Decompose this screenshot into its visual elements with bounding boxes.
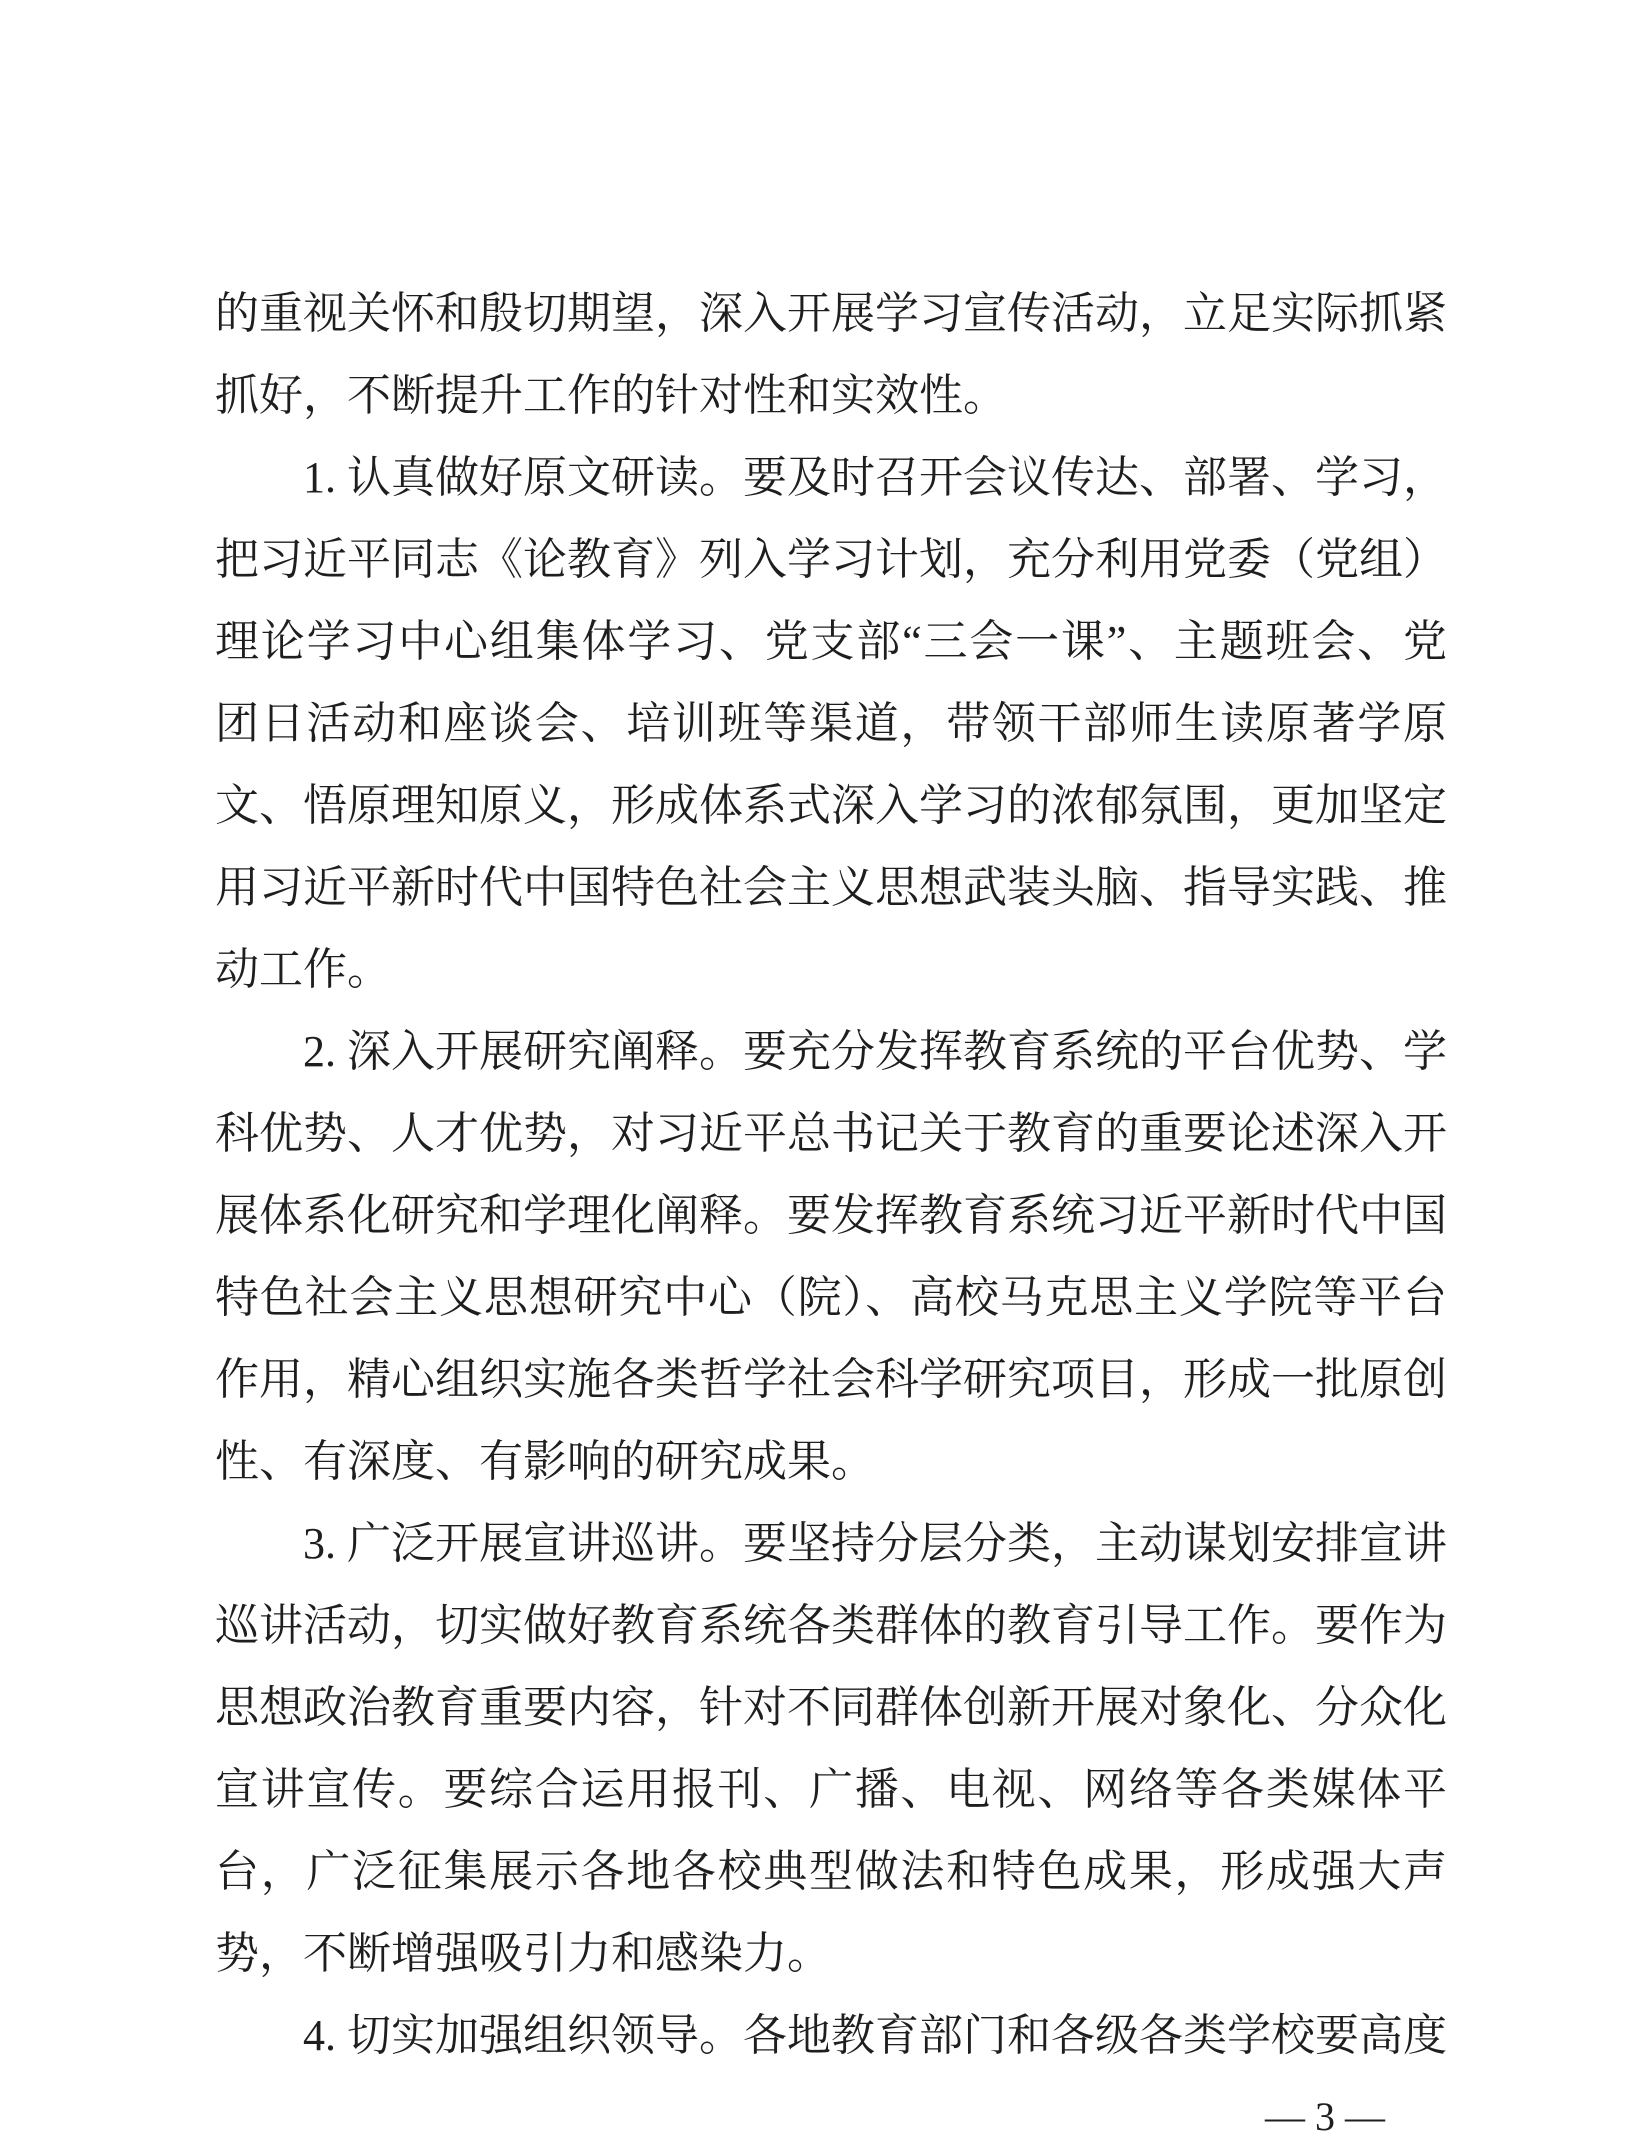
text-line: 展体系化研究和学理化阐释。要发挥教育系统习近平新时代中国 [215,1191,1447,1240]
text-line: 科优势、人才优势，对习近平总书记关于教育的重要论述深入开 [215,1109,1447,1158]
text-line: 特色社会主义思想研究中心（院）、高校马克思主义学院等平台 [215,1273,1447,1322]
text-line: 的重视关怀和殷切期望，深入开展学习宣传活动，立足实际抓紧 [215,289,1447,338]
text-line: 抓好，不断提升工作的针对性和实效性。 [215,371,1007,420]
text-line-paragraph-2-start: 2. 深入开展研究阐释。要充分发挥教育系统的平台优势、学 [303,1027,1447,1076]
text-line: 把习近平同志《论教育》列入学习计划，充分利用党委（党组） [215,535,1447,584]
text-line: 性、有深度、有影响的研究成果。 [215,1437,875,1486]
document-body [215,273,1447,2077]
text-line: 宣讲宣传。要综合运用报刊、广播、电视、网络等各类媒体平 [215,1765,1447,1814]
text-line: 动工作。 [215,945,391,994]
text-line: 作用，精心组织实施各类哲学社会科学研究项目，形成一批原创 [215,1355,1447,1404]
text-line-paragraph-1-start: 1. 认真做好原文研读。要及时召开会议传达、部署、学习， [303,453,1447,502]
text-line: 理论学习中心组集体学习、党支部“三会一课”、主题班会、党 [215,617,1447,666]
text-line-paragraph-3-start: 3. 广泛开展宣讲巡讲。要坚持分层分类，主动谋划安排宣讲 [303,1519,1447,1568]
text-line-paragraph-4-start: 4. 切实加强组织领导。各地教育部门和各级各类学校要高度 [303,2011,1447,2060]
text-line: 用习近平新时代中国特色社会主义思想武装头脑、指导实践、推 [215,863,1447,912]
text-line: 文、悟原理知原义，形成体系式深入学习的浓郁氛围，更加坚定 [215,781,1447,830]
text-line: 台，广泛征集展示各地各校典型做法和特色成果，形成强大声 [215,1847,1447,1896]
page-number: — 3 — [1265,2094,1385,2139]
text-line: 团日活动和座谈会、培训班等渠道，带领干部师生读原著学原 [215,699,1447,748]
text-line: 势，不断增强吸引力和感染力。 [215,1929,831,1978]
text-line: 思想政治教育重要内容，针对不同群体创新开展对象化、分众化 [215,1683,1447,1732]
text-line: 巡讲活动，切实做好教育系统各类群体的教育引导工作。要作为 [215,1601,1447,1650]
